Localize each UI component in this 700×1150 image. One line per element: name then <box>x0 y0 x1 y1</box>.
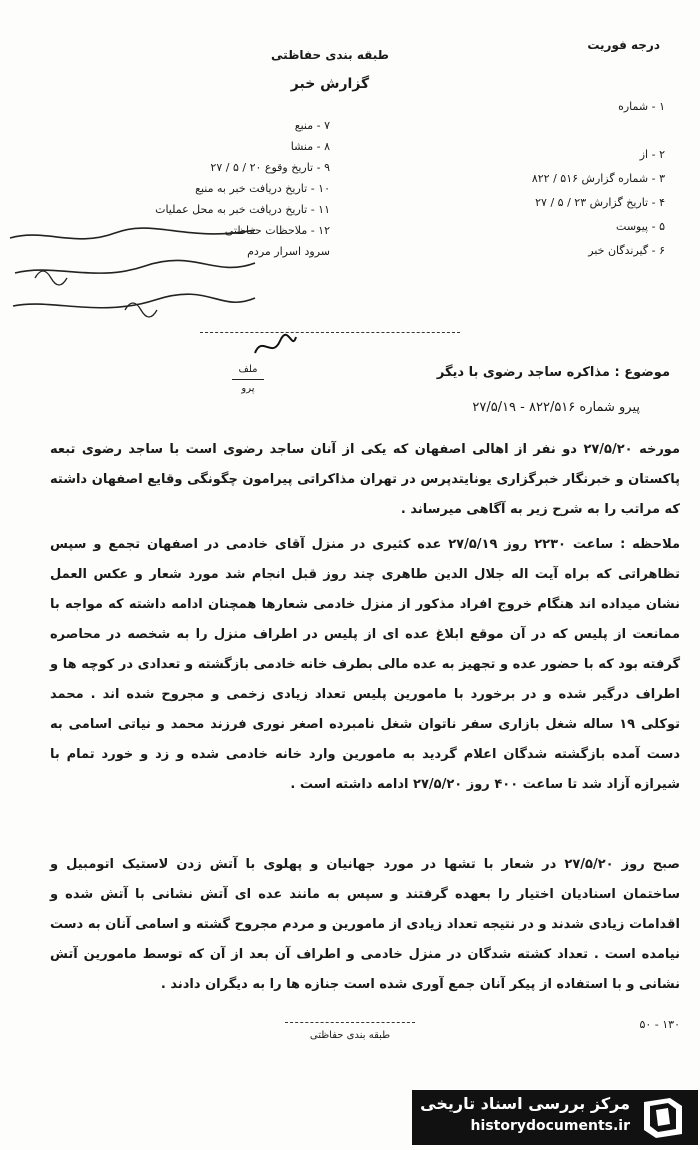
field-source: ۷ - منبع <box>294 119 330 132</box>
logo-title: مرکز بررسی اسناد تاریخی <box>420 1094 630 1113</box>
handwritten-annotation <box>5 218 260 338</box>
field-from: ۲ - از <box>639 148 665 161</box>
classification-label: طبقه بندی حفاظتی <box>271 48 389 62</box>
field-handwritten-note: سرود اسرار مردم <box>247 245 330 258</box>
field-attachment: ۵ - پیوست <box>616 220 665 233</box>
field-report-date: ۴ - تاریخ گزارش ۲۳ / ۵ / ۲۷ <box>535 196 665 209</box>
field-recipients: ۶ - گیرندگان خبر <box>588 244 665 257</box>
field-received-ops-date: ۱۱ - تاریخ دریافت خبر به محل عملیات <box>155 203 330 216</box>
report-title: گزارش خبر <box>290 76 370 92</box>
reference-line: پیرو شماره ۸۲۲/۵۱۶ - ۲۷/۵/۱۹ <box>472 400 640 415</box>
file-label-top: ملف <box>238 364 258 375</box>
page-number: ۱۳۰ - ۵۰ <box>639 1018 680 1031</box>
field-report-number: ۳ - شماره گزارش ۵۱۶ / ۸۲۲ <box>531 172 665 185</box>
field-received-date: ۱۰ - تاریخ دریافت خبر به منبع <box>195 182 330 195</box>
field-blank <box>450 119 665 143</box>
priority-label: درجه فوریت <box>587 38 660 52</box>
file-label-bottom: پرو <box>241 383 255 394</box>
field-origin: ۸ - منشا <box>290 140 330 153</box>
signature-mark <box>250 333 300 361</box>
field-number: ۱ - شماره <box>618 100 665 113</box>
logo-url: historydocuments.ir <box>470 1118 630 1134</box>
field-security-notes: ۱۲ - ملاحظات حفاظتی <box>224 224 330 237</box>
divider-line <box>200 332 460 334</box>
body-paragraph-2: ملاحظه : ساعت ۲۲۳۰ روز ۲۷/۵/۱۹ عده کثیری در منزل آقای خادمی در اصفهان تجمع و سپس تظاهراتی که براه آیت اله جلال الدین طاهری چند روز قبل انجام شد مورد شعار و عکس العمل نشان میداده اند هنگام خروج افراد مذکور از منزل خادمی شعارها همچنان ادامه داشته که مواجه با ممانعت از پلیس که در آن موقع ابلاغ عده ای از پلیس در اطراف منزل را به شخصه در محاصره گرفته بود که با حضور عده و تجهیز به عده مالی بطرف خانه خادمی بازگشته و تعدادی در کوچه ها و اطراف درگیر شده و در برخورد با مامورین پلیس تعداد زیادی زخمی و مجروح شده اند . محمد توکلی ۱۹ ساله شغل بازاری سفر ناتوان شغل نامبرده اصغر نوری فرزند محمد و نیاتی اسامی به دست آمده بازگشته شدگان اعلام گردید به مامورین وارد خانه خادمی شده و زد و خورد تمام با شیرازه آزاد شد تا ساعت ۴۰۰ روز ۲۷/۵/۲۰ ادامه داشته است . <box>50 537 681 792</box>
document-archive-icon <box>634 1094 690 1140</box>
footer-divider <box>285 1022 415 1024</box>
file-label-rule <box>232 379 264 380</box>
field-occurrence-date: ۹ - تاریخ وقوع ۲۰ / ۵ / ۲۷ <box>210 161 330 174</box>
right-field-list <box>450 95 665 263</box>
file-label <box>228 363 268 396</box>
body-paragraph-3: صبح روز ۲۷/۵/۲۰ در شعار با تشها در مورد جهانیان و پهلوی با آتش زدن لاستیک اتومبیل و ساختمان اسنادیان اختیار را بعهده گرفتند و سپس به مانند عده ای آتش نشانی با آتش شده و اقدامات زیادی شدند و در نتیجه تعداد زیادی از مامورین و مردم مجروح گشته و اسامی آنان به دست نیامده است . تعداد کشته شدگان در منزل خادمی و اطراف آن بعد از آن که توسط مامورین آتش نشانی و با استفاده از پیکر آنان جمع آوری شده است جنازه ها را به دیگران دادند . <box>50 857 680 992</box>
footer-classification: طبقه بندی حفاظتی <box>309 1030 391 1041</box>
subject-line: موضوع : مذاکره ساجد رضوی با دیگر <box>436 365 670 380</box>
body-paragraph-1: مورخه ۲۷/۵/۲۰ دو نفر از اهالی اصفهان که یکی از آنان ساجد رضوی است با ساجد رضوی تبعه پاکستان و خبرنگار خبرگزاری یونایتدپرس در تهران مذاکراتی پیرامون چگونگی وقایع اصفهان داشته که مراتب را به شرح زیر به آگاهی میرساند . <box>50 442 681 517</box>
